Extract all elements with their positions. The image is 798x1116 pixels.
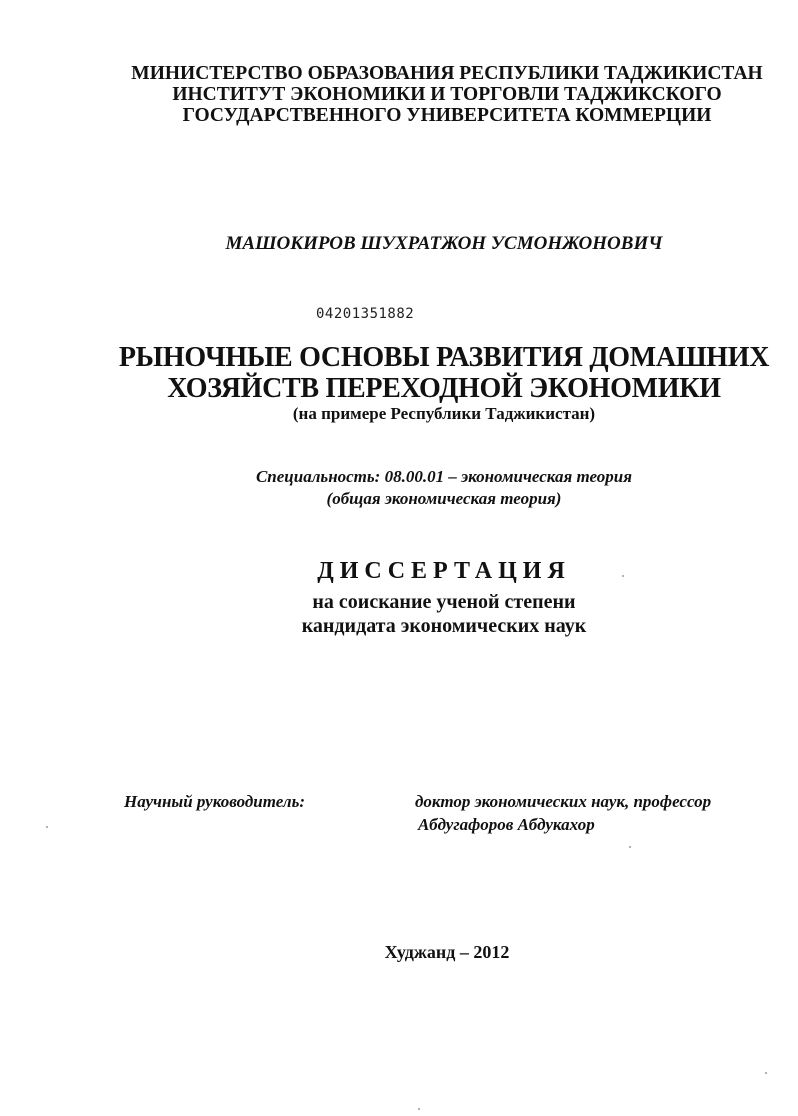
supervisor-label: Научный руководитель: [124, 792, 306, 811]
city-year: Худжанд – 2012 [384, 942, 510, 962]
catalog-code: 04201351882 [316, 306, 415, 322]
author-name: МАШОКИРОВ ШУХРАТЖОН УСМОНЖОНОВИЧ [225, 233, 663, 254]
title-line-2: ХОЗЯЙСТВ ПЕРЕХОДНОЙ ЭКОНОМИКИ [167, 373, 721, 404]
title-subtitle: (на примере Республики Таджикистан) [292, 404, 596, 423]
dissertation-title [45, 342, 798, 404]
institution-line-1: МИНИСТЕРСТВО ОБРАЗОВАНИЯ РЕСПУБЛИКИ ТАДЖИКИСТАН [131, 63, 763, 84]
degree-line-1: на соискание ученой степени [312, 591, 576, 613]
title-line-1: РЫНОЧНЫЕ ОСНОВЫ РАЗВИТИЯ ДОМАШНИХ [118, 342, 770, 373]
scan-speck [46, 826, 48, 828]
scan-speck [629, 846, 631, 848]
specialty-line-1: Специальность: 08.00.01 – экономическая теория [255, 467, 633, 486]
institution-line-3: ГОСУДАРСТВЕННОГО УНИВЕРСИТЕТА КОММЕРЦИИ [182, 105, 712, 126]
scan-speck [622, 575, 624, 577]
degree-line-2: кандидата экономических наук [301, 615, 587, 637]
supervisor-name: Абдугафоров Абдукахор [418, 815, 595, 834]
degree-statement [45, 590, 798, 638]
specialty [45, 466, 798, 510]
specialty-line-2: (общая экономическая теория) [326, 489, 562, 508]
institution-header [48, 63, 798, 126]
scan-speck [765, 1072, 767, 1074]
institution-line-2: ИНСТИТУТ ЭКОНОМИКИ И ТОРГОВЛИ ТАДЖИКСКОГО [172, 84, 722, 105]
document-type: ДИССЕРТАЦИЯ [317, 558, 571, 584]
supervisor-degree: доктор экономических наук, профессор [415, 792, 712, 811]
scan-speck [418, 1108, 420, 1110]
